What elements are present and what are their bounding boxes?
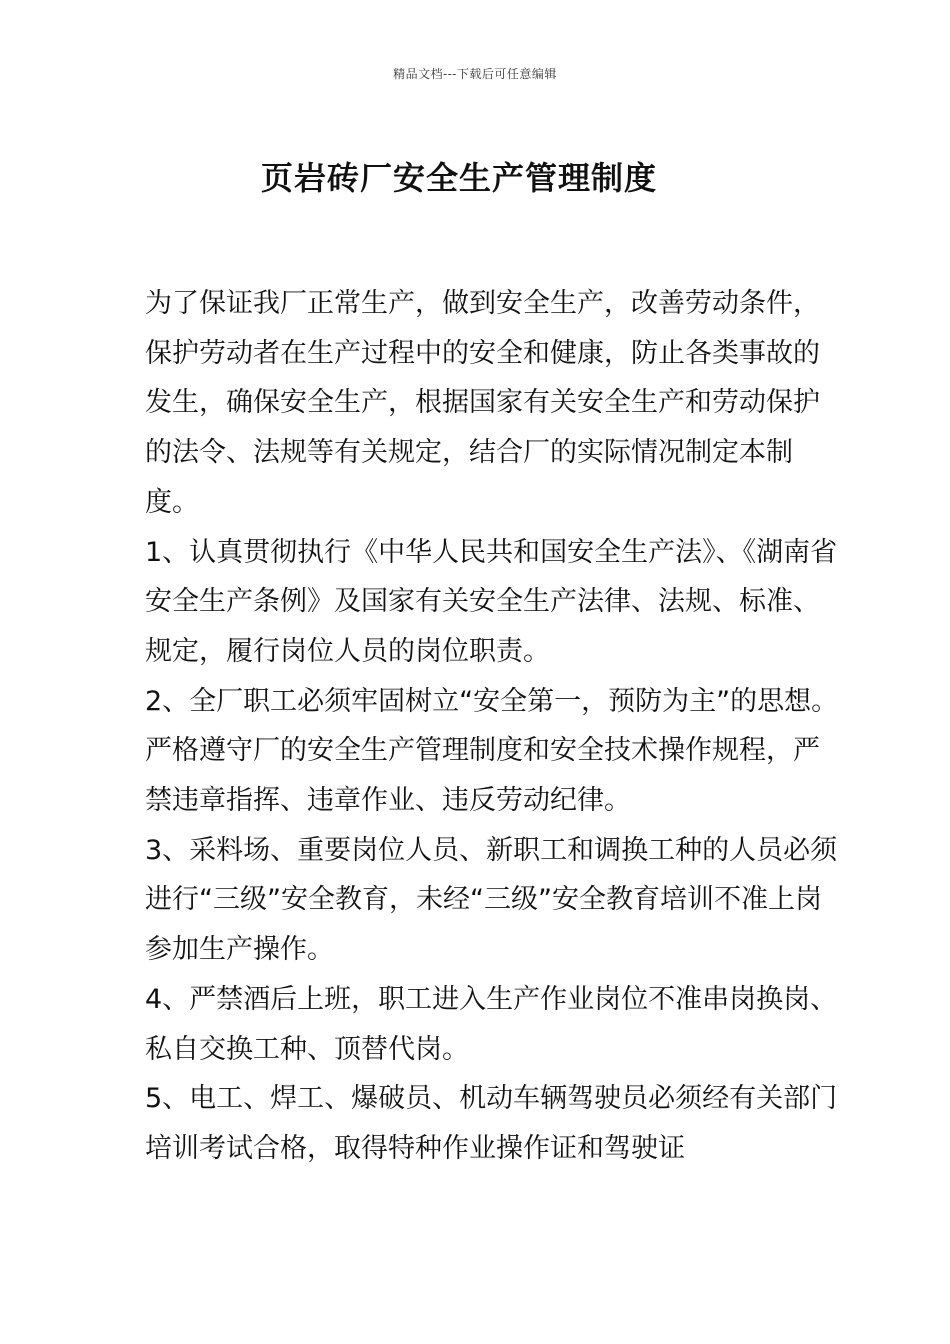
intro-paragraph: 为了保证我厂正常生产，做到安全生产，改善劳动条件，保护劳动者在生产过程中的安全和健康，防止各类事故的发生，确保安全生产，根据国家有关安全生产和劳动保护的法令、法规等有关规定，结合厂的实际情况制定本制度。	[145, 288, 820, 518]
header-note: 精品文档---下载后可任意编辑	[393, 67, 557, 81]
clause-5: 5、电工、焊工、爆破员、机动车辆驾驶员必须经有关部门培训考试合格，取得特种作业操作证和驾驶证	[145, 1083, 838, 1164]
document-title: 页岩砖厂安全生产管理制度	[260, 159, 657, 197]
clause-2: 2、全厂职工必须牢固树立“安全第一，预防为主”的思想。严格遵守厂的安全生产管理制度和安全技术操作规程，严禁违章指挥、违章作业、违反劳动纪律。	[145, 685, 839, 817]
clause-4: 4、严禁酒后上班，职工进入生产作业岗位不准串岗换岗、私自交换工种、顶替代岗。	[145, 983, 838, 1065]
clause-1: 1、认真贯彻执行《中华人民共和国安全生产法》、《湖南省安全生产条例》及国家有关安全生产法律、法规、标准、规定，履行岗位人员的岗位职责。	[145, 536, 838, 667]
clause-3: 3、采料场、重要岗位人员、新职工和调换工种的人员必须进行“三级”安全教育，未经“三级”安全教育培训不准上岗参加生产操作。	[145, 834, 838, 966]
document-body	[145, 279, 845, 1174]
